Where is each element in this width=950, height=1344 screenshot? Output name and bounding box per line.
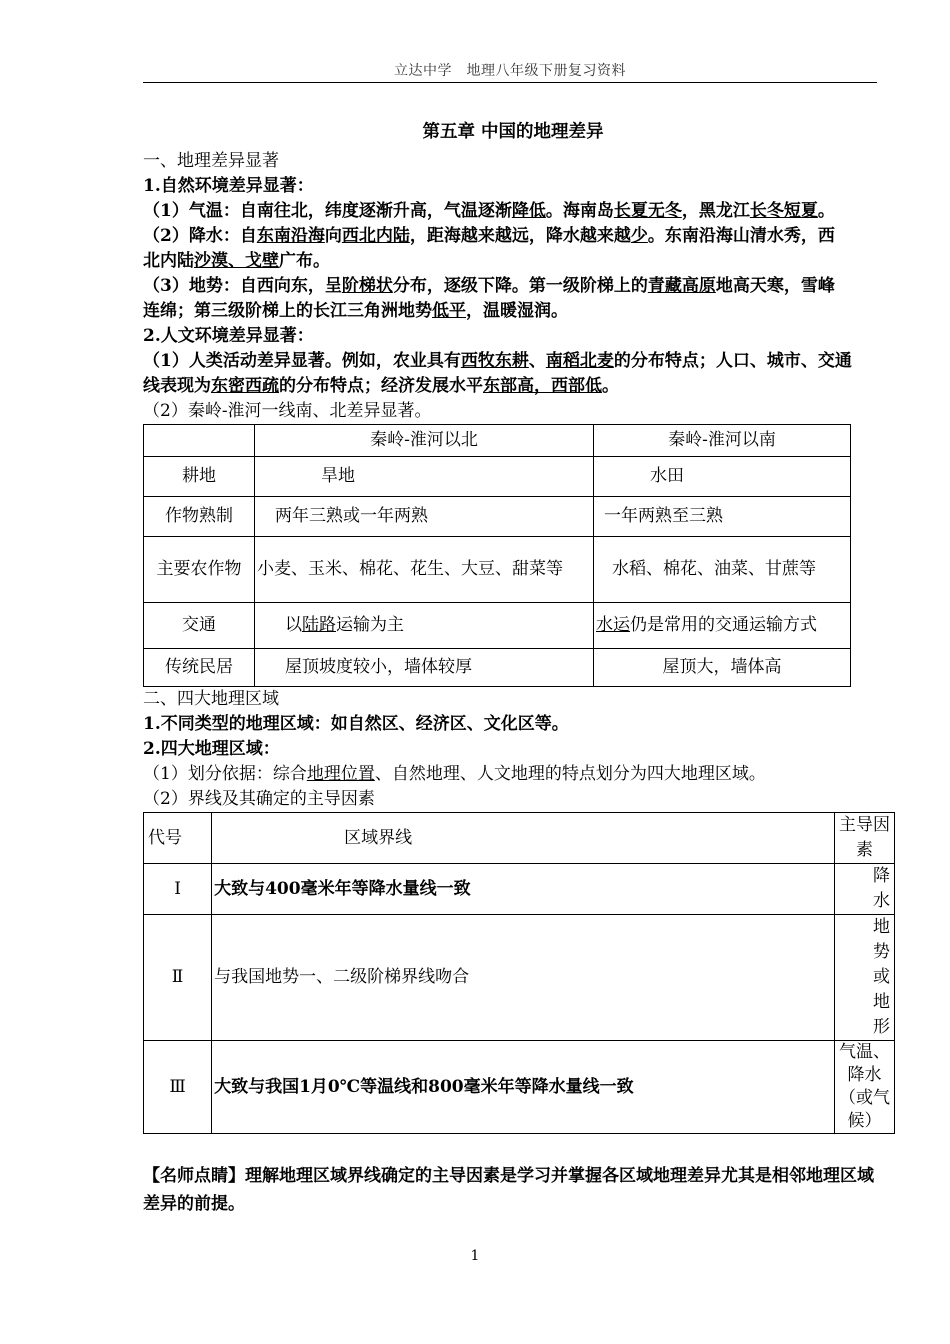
- document-body: [143, 120, 890, 1235]
- table-cell: 一年两熟至三熟: [594, 497, 851, 537]
- page-number: 1: [470, 1248, 480, 1264]
- table-cell: 与我国地势一、二级阶梯界线吻合: [212, 915, 835, 1041]
- table-cell: 两年三熟或一年两熟: [255, 497, 594, 537]
- para-four-regions: 2.四大地理区域：: [143, 739, 280, 759]
- para-human-activity-1: （1）人类活动差异显著。例如，农业具有西牧东耕、南稻北麦的分布特点；人口、城市、交通: [143, 351, 852, 371]
- table-cell: 屋顶坡度较小，墙体较厚: [255, 649, 594, 687]
- para-boundaries: （2）界线及其确定的主导因素: [143, 789, 375, 809]
- table-cell: 气温、降水 （或气候）: [835, 1041, 895, 1134]
- table-cell: 水稻、棉花、油菜、甘蔗等: [594, 537, 851, 603]
- table-row: [144, 864, 895, 915]
- table-header-row: [144, 813, 895, 864]
- table-cell: Ⅱ: [144, 915, 212, 1041]
- section-2-heading: 二、四大地理区域: [143, 689, 279, 709]
- table-cell: 以陆路运输为主: [255, 603, 594, 649]
- table-header-cell: 代号: [144, 813, 212, 864]
- table-cell: 小麦、玉米、棉花、花生、大豆、甜菜等: [255, 537, 594, 603]
- subheading-human: 2.人文环境差异显著：: [143, 326, 314, 346]
- table-cell: 交通: [144, 603, 255, 649]
- table-header-cell: 主导因素: [835, 813, 895, 864]
- table-row: [144, 1041, 895, 1134]
- table-cell: 传统民居: [144, 649, 255, 687]
- para-region-types: 1.不同类型的地理区域：如自然区、经济区、文化区等。: [143, 714, 569, 734]
- table-cell: Ⅲ: [144, 1041, 212, 1134]
- teacher-tip: 【名师点睛】理解地理区域界线确定的主导因素是学习并掌握各区域地理差异尤其是相邻地理区域差异的前提。: [143, 1166, 874, 1214]
- table-row: [144, 497, 851, 537]
- north-south-table: [143, 424, 851, 687]
- table-header-cell: 区域界线: [212, 813, 835, 864]
- table-header-cell: 秦岭-淮河以北: [255, 425, 594, 457]
- table-cell: 地势或地形: [835, 915, 895, 1041]
- table-row: [144, 537, 851, 603]
- table-row: [144, 915, 895, 1041]
- para-human-activity-2: 线表现为东密西疏的分布特点；经济发展水平东部高，西部低。: [143, 376, 619, 396]
- table-cell: 降水: [835, 864, 895, 915]
- para-precipitation-1: （2）降水：自东南沿海向西北内陆，距海越来越远，降水越来越少。东南沿海山清水秀，西: [143, 226, 835, 246]
- table-row: [144, 457, 851, 497]
- table-cell: 水田: [594, 457, 851, 497]
- table-cell: 大致与400毫米年等降水量线一致: [212, 864, 835, 915]
- para-terrain-1: （3）地势：自西向东，呈阶梯状分布，逐级下降。第一级阶梯上的青藏高原地高天寒，雪峰: [143, 276, 835, 296]
- para-terrain-2: 连绵；第三级阶梯上的长江三角洲地势低平，温暖湿润。: [143, 301, 568, 321]
- para-temperature: （1）气温：自南往北，纬度逐渐升高，气温逐渐降低。海南岛长夏无冬，黑龙江长冬短夏。: [143, 201, 835, 221]
- table-cell: Ⅰ: [144, 864, 212, 915]
- chapter-title: 第五章 中国的地理差异: [422, 122, 604, 142]
- para-qinling: （2）秦岭-淮河一线南、北差异显著。: [143, 401, 432, 421]
- para-division-basis: （1）划分依据：综合地理位置、自然地理、人文地理的特点划分为四大地理区域。: [143, 764, 766, 784]
- table-cell: 旱地: [255, 457, 594, 497]
- subheading-natural: 1.自然环境差异显著：: [143, 176, 314, 196]
- table-cell: 耕地: [144, 457, 255, 497]
- table-header-cell: [144, 425, 255, 457]
- para-precipitation-2: 北内陆沙漠、戈壁广布。: [143, 251, 330, 271]
- region-boundary-table: [143, 812, 895, 1134]
- page-header: 立达中学 地理八年级下册复习资料: [394, 63, 626, 79]
- table-row: [144, 603, 851, 649]
- table-cell: 作物熟制: [144, 497, 255, 537]
- table-cell: 水运仍是常用的交通运输方式: [594, 603, 851, 649]
- header-rule: [143, 82, 877, 83]
- table-header-cell: 秦岭-淮河以南: [594, 425, 851, 457]
- section-1-heading: 一、地理差异显著: [143, 151, 279, 171]
- table-cell: 大致与我国1月0℃等温线和800毫米年等降水量线一致: [212, 1041, 835, 1134]
- table-header-row: [144, 425, 851, 457]
- table-row: [144, 649, 851, 687]
- table-cell: 屋顶大，墙体高: [594, 649, 851, 687]
- table-cell: 主要农作物: [144, 537, 255, 603]
